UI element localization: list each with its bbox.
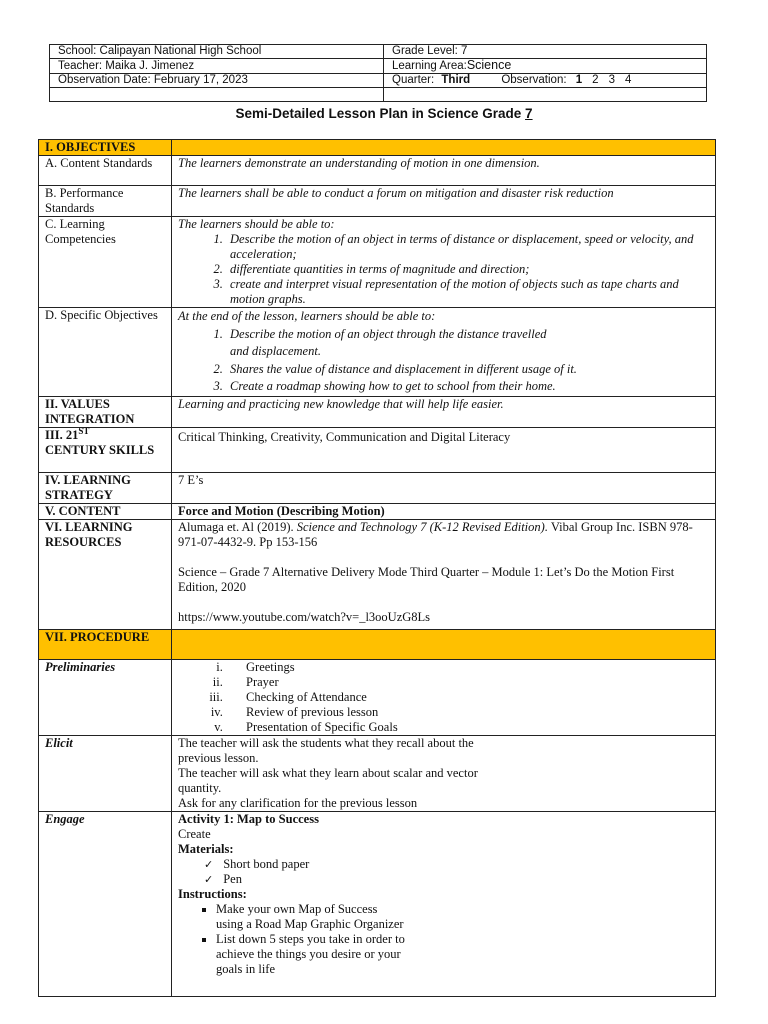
- observation-number: 4: [624, 74, 632, 86]
- reference-text: Alumaga et. Al (2019).: [178, 519, 297, 534]
- quarter-cell: [384, 74, 707, 88]
- content-standards-label: A. Content Standards: [39, 156, 172, 186]
- objectives-heading: I. OBJECTIVES: [39, 140, 172, 156]
- learning-competencies-row: [39, 217, 716, 308]
- learning-strategy-row: [39, 472, 716, 503]
- title-grade: 7: [525, 106, 533, 121]
- learning-area-cell: [384, 59, 707, 74]
- skills-label-sup: ST: [78, 425, 90, 436]
- school-cell: School: Calipayan National High School: [50, 45, 384, 59]
- elicit-content: [172, 735, 716, 811]
- list-item: v. Presentation of Specific Goals: [226, 720, 710, 735]
- values-integration-label: II. VALUES INTEGRATION: [39, 396, 172, 427]
- reference-title: Science and Technology 7 (K-12 Revised Edition).: [296, 519, 548, 534]
- procedure-header-row: [39, 629, 716, 659]
- content-text: Force and Motion (Describing Motion): [172, 503, 716, 519]
- list-item: [216, 932, 710, 977]
- skills-text: Critical Thinking, Creativity, Communication and Digital Literacy: [178, 429, 511, 444]
- instructions-list: [178, 902, 710, 977]
- title-text: Semi-Detailed Lesson Plan in Science Grade: [235, 106, 526, 121]
- document-title: [0, 106, 768, 121]
- empty-cell: [384, 88, 707, 102]
- preliminaries-content: [172, 659, 716, 735]
- specific-intro: At the end of the lesson, learners should be able to:: [178, 309, 436, 323]
- skills-label-text: CENTURY SKILLS: [45, 442, 155, 457]
- learning-resources-row: [39, 519, 716, 629]
- lesson-info-table: [49, 44, 707, 102]
- content-label: V. CONTENT: [39, 503, 172, 519]
- century-skills-label: [39, 427, 172, 472]
- list-item-text: using a Road Map Graphic Organizer: [216, 916, 404, 931]
- observation-number: 2: [592, 74, 599, 86]
- learning-area-label: Learning Area:: [392, 60, 467, 72]
- quarter-value: Third: [441, 74, 471, 86]
- lesson-plan-table: [38, 139, 716, 997]
- values-integration-text: Learning and practicing new knowledge that will help life easier.: [172, 396, 716, 427]
- observation-numbers: [576, 74, 642, 86]
- performance-standards-label: B. Performance Standards: [39, 186, 172, 217]
- reference-3-link[interactable]: https://www.youtube.com/watch?v=_l3ooUzG8Ls: [178, 609, 431, 624]
- reference-2: Science – Grade 7 Alternative Delivery Mode Third Quarter – Module 1: Let’s Do the Motion First Edition, 2020: [178, 564, 675, 594]
- empty-cell: [50, 88, 384, 102]
- list-item: i. Greetings: [226, 660, 710, 675]
- specific-objectives-list: [178, 326, 710, 396]
- instructions-label: Instructions:: [178, 886, 247, 901]
- learning-strategy-text: 7 E’s: [172, 472, 716, 503]
- values-integration-row: [39, 396, 716, 427]
- competencies-list: [178, 232, 710, 307]
- teacher-cell: Teacher: Maika J. Jimenez: [50, 59, 384, 74]
- materials-label: Materials:: [178, 841, 234, 856]
- content-row: [39, 503, 716, 519]
- elicit-text: previous lesson.: [178, 750, 259, 765]
- list-item: 2. Shares the value of distance and displacement in different usage of it.: [226, 361, 710, 379]
- list-item: 1. Describe the motion of an object in terms of distance or displacement, speed or velocity, and acceleration;: [226, 232, 710, 262]
- observation-number: 3: [608, 74, 615, 86]
- learning-strategy-label: IV. LEARNING STRATEGY: [39, 472, 172, 503]
- reference-text: Vibal Group Inc. ISBN 978-971-07-4432-9. Pp 153-156: [178, 519, 693, 549]
- list-item-text: achieve the things you desire or your: [216, 946, 401, 961]
- list-item: ✓ Short bond paper: [204, 857, 710, 872]
- list-item-text: Describe the motion of an object through the distance travelled: [230, 326, 547, 341]
- objectives-header-row: [39, 140, 716, 156]
- empty-cell: [172, 140, 716, 156]
- engage-label: Engage: [39, 811, 172, 996]
- materials-list: [178, 857, 710, 887]
- specific-objectives-content: [172, 308, 716, 397]
- preliminaries-label: Preliminaries: [39, 659, 172, 735]
- observation-date-cell: Observation Date: February 17, 2023: [50, 74, 384, 88]
- elicit-row: [39, 735, 716, 811]
- list-item: iv. Review of previous lesson: [226, 705, 710, 720]
- activity-title: Activity 1: Map to Success: [178, 811, 319, 826]
- century-skills-text: [172, 427, 716, 472]
- list-item-text: List down 5 steps you take in order to: [216, 931, 405, 946]
- learning-area-value: Science: [466, 58, 512, 72]
- quarter-label: Quarter:: [392, 74, 435, 86]
- grade-level-cell: Grade Level: 7: [384, 45, 707, 59]
- list-item: 2. differentiate quantities in terms of magnitude and direction;: [226, 262, 710, 277]
- specific-objectives-row: [39, 308, 716, 397]
- elicit-label: Elicit: [39, 735, 172, 811]
- empty-cell: [172, 629, 716, 659]
- competencies-intro: The learners should be able to:: [178, 217, 335, 231]
- learning-competencies-content: [172, 217, 716, 308]
- performance-standards-text: The learners shall be able to conduct a forum on mitigation and disaster risk reduction: [172, 186, 716, 217]
- list-item: iii. Checking of Attendance: [226, 690, 710, 705]
- list-item-text: and displacement.: [230, 344, 321, 358]
- preliminaries-list: [178, 660, 710, 735]
- preliminaries-row: [39, 659, 716, 735]
- engage-content: [172, 811, 716, 996]
- learning-resources-content: [172, 519, 716, 629]
- elicit-text: The teacher will ask what they learn about scalar and vector: [178, 765, 478, 780]
- list-item-text: Make your own Map of Success: [216, 901, 378, 916]
- century-skills-row: [39, 427, 716, 472]
- observation-number: 1: [575, 74, 583, 86]
- list-item: 3. create and interpret visual representation of the motion of objects such as tape charts and motion graphs.: [226, 277, 710, 307]
- elicit-text: The teacher will ask the students what they recall about the: [178, 735, 474, 750]
- elicit-text: Ask for any clarification for the previous lesson: [178, 795, 418, 810]
- skills-label-text: III. 21: [45, 427, 79, 442]
- list-item-text: goals in life: [216, 961, 276, 976]
- engage-row: [39, 811, 716, 996]
- specific-objectives-label: D. Specific Objectives: [39, 308, 172, 397]
- observation-label: Observation:: [501, 74, 567, 86]
- list-item: 3. Create a roadmap showing how to get to school from their home.: [226, 378, 710, 396]
- activity-create: Create: [178, 826, 211, 841]
- learning-competencies-label: C. Learning Competencies: [39, 217, 172, 308]
- elicit-text: quantity.: [178, 780, 222, 795]
- list-item: ✓ Pen: [204, 872, 710, 887]
- list-item: ii. Prayer: [226, 675, 710, 690]
- list-item: [216, 902, 710, 932]
- content-standards-text: The learners demonstrate an understanding of motion in one dimension.: [172, 156, 716, 186]
- reference-1: [178, 520, 710, 550]
- learning-resources-label: VI. LEARNING RESOURCES: [39, 519, 172, 629]
- list-item: [226, 326, 710, 361]
- performance-standards-row: [39, 186, 716, 217]
- procedure-heading: VII. PROCEDURE: [39, 629, 172, 659]
- content-standards-row: [39, 156, 716, 186]
